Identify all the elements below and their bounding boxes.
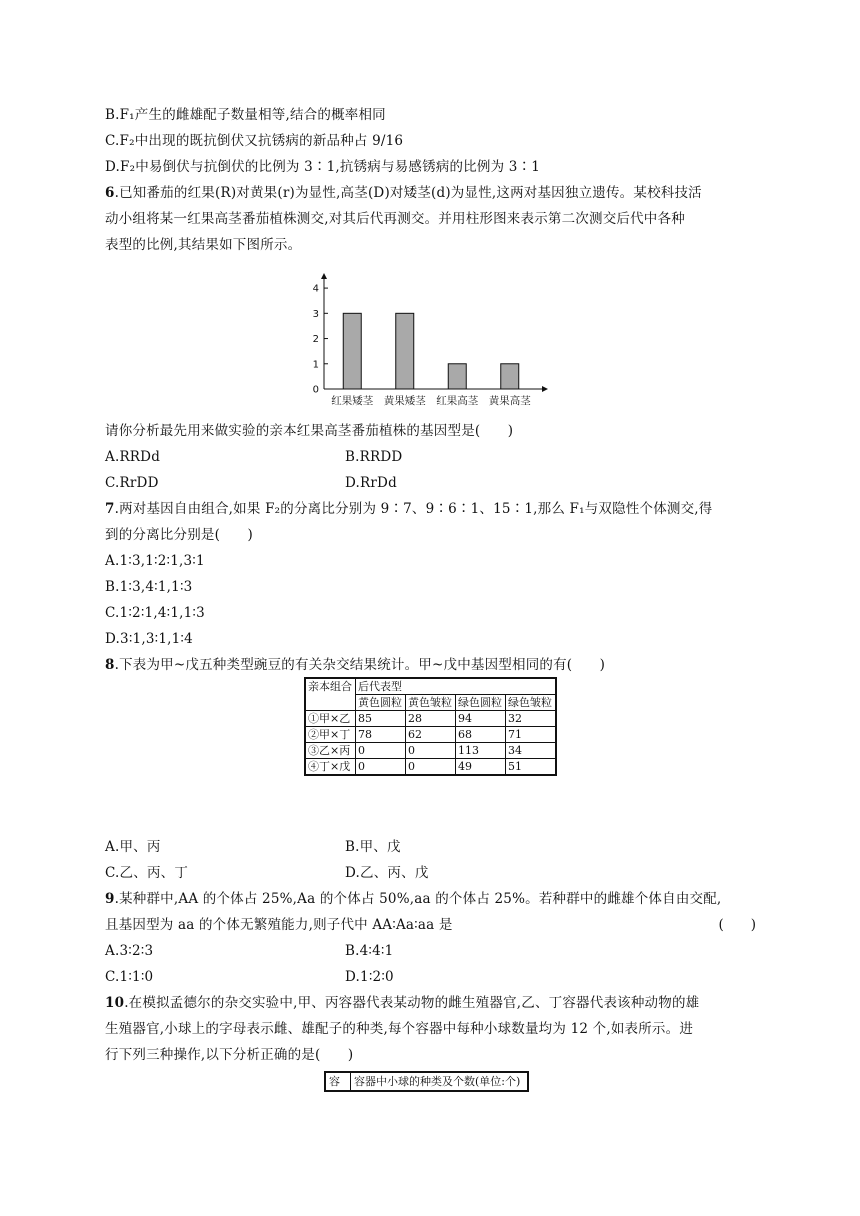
q8-cell: 51	[506, 759, 557, 776]
q6-options-row2	[105, 473, 397, 493]
q8-col-header: 绿色圆粒	[456, 695, 506, 711]
q9-options-row1	[105, 941, 394, 961]
q7-option-a: A.1∶3,1∶2∶1,3∶1	[105, 553, 205, 569]
q8-row-label: ④丁×戊	[305, 759, 356, 776]
q5-option-d: D.F₂中易倒伏与抗倒伏的比例为 3∶1,抗锈病与易感锈病的比例为 3∶1	[105, 159, 541, 175]
q8-option-b: B.甲、戊	[345, 839, 401, 855]
chart-bar	[396, 313, 414, 389]
q5-option-b: B.F₁产生的雌雄配子数量相等,结合的概率相同	[105, 107, 386, 123]
q9-option-a: A.3∶2∶3	[105, 943, 154, 959]
q10-number: 10	[105, 995, 125, 1011]
q8-cell: 85	[356, 711, 406, 727]
q8-cell: 78	[356, 727, 406, 743]
q10-stem-line1	[105, 993, 699, 1013]
q6-number: 6	[105, 185, 115, 201]
q8-cell: 68	[456, 727, 506, 743]
q8-line1: .下表为甲~戊五种类型豌豆的有关杂交结果统计。甲~戊中基因型相同的有( )	[114, 657, 606, 673]
chart-bar	[501, 364, 519, 389]
q9-option-d: D.1∶2∶0	[345, 969, 394, 985]
q10-stem-line3: 行下列三种操作,以下分析正确的是( )	[105, 1047, 354, 1063]
x-tick-label: 黄果矮茎	[383, 395, 426, 407]
q8-col-header: 黄色圆粒	[356, 695, 406, 711]
x-tick-label: 黄果高茎	[488, 395, 531, 407]
q9-answer-paren: ( )	[718, 917, 756, 933]
q9-number: 9	[105, 891, 115, 907]
q8-cell: 62	[406, 727, 456, 743]
q6-bar-chart	[300, 270, 560, 410]
q8-option-d: D.乙、丙、戊	[345, 865, 429, 881]
q6-option-b: B.RRDD	[345, 449, 403, 465]
q8-options-row2	[105, 863, 429, 883]
q7-option-b: B.1∶3,4∶1,1∶3	[105, 579, 193, 595]
chart-bar	[448, 364, 466, 389]
table-row	[305, 727, 556, 743]
q8-col-header: 黄色皱粒	[406, 695, 456, 711]
chart-bar	[343, 313, 361, 389]
q9-stem-line1	[105, 889, 721, 909]
y-tick-label: 4	[312, 283, 319, 295]
table-row	[305, 743, 556, 759]
y-tick-label: 1	[312, 359, 319, 371]
y-tick-label: 0	[312, 384, 319, 396]
q8-col-header: 绿色皱粒	[506, 695, 557, 711]
q7-stem-line1	[105, 499, 713, 519]
q8-cell: 49	[456, 759, 506, 776]
x-tick-label: 红果矮茎	[331, 395, 374, 407]
q10-table-col2: 容器中小球的种类及个数(单位:个)	[351, 1072, 529, 1091]
table-row	[305, 759, 556, 776]
q8-stem-line1	[105, 655, 605, 675]
q8-table-corner: 亲本组合	[305, 678, 356, 711]
q6-line1: .已知番茄的红果(R)对黄果(r)为显性,高茎(D)对矮茎(d)为显性,这两对基因独立遗传。某校科技活	[114, 185, 702, 201]
q8-row-label: ①甲×乙	[305, 711, 356, 727]
q9-options-row2	[105, 967, 394, 987]
q8-cell: 71	[506, 727, 557, 743]
q10-line1: .在模拟孟德尔的杂交实验中,甲、丙容器代表某动物的雌生殖器官,乙、丁容器代表该种动物的雄	[124, 995, 700, 1011]
q6-option-a: A.RRDd	[105, 449, 161, 465]
q8-row-label: ③乙×丙	[305, 743, 356, 759]
q8-cell: 94	[456, 711, 506, 727]
q6-stem-line2: 动小组将某一红果高茎番茄植株测交,对其后代再测交。并用柱形图来表示第二次测交后代中各种	[105, 211, 685, 227]
q8-cell: 34	[506, 743, 557, 759]
q5-option-c: C.F₂中出现的既抗倒伏又抗锈病的新品种占 9/16	[105, 133, 404, 149]
q9-option-b: B.4∶4∶1	[345, 943, 394, 959]
q6-option-d: D.RrDd	[345, 475, 397, 491]
q8-cell: 113	[456, 743, 506, 759]
q6-options-row1	[105, 447, 403, 467]
q8-cell: 0	[356, 743, 406, 759]
x-tick-label: 红果高茎	[436, 395, 479, 407]
q8-cell: 28	[406, 711, 456, 727]
y-tick-label: 3	[312, 308, 319, 320]
q8-number: 8	[105, 657, 115, 673]
q8-cell: 0	[406, 743, 456, 759]
q7-option-d: D.3∶1,3∶1,1∶4	[105, 631, 193, 647]
y-axis-arrow	[321, 273, 327, 279]
q8-table-group-header: 后代表型	[356, 678, 557, 695]
q8-options-row1	[105, 837, 401, 857]
q7-stem-line2: 到的分离比分别是( )	[105, 527, 253, 543]
q7-number: 7	[105, 501, 115, 517]
q10-stem-line2: 生殖器官,小球上的字母表示雌、雄配子的种类,每个容器中每种小球数量均为 12 个,如表所示。进	[105, 1021, 694, 1037]
q7-option-c: C.1∶2∶1,4∶1,1∶3	[105, 605, 205, 621]
q8-cross-table	[304, 677, 557, 776]
table-row	[305, 711, 556, 727]
q7-line1: .两对基因自由组合,如果 F₂的分离比分别为 9∶7、9∶6∶1、15∶1,那么 F₁与双隐性个体测交,得	[114, 501, 713, 517]
q8-cell: 0	[406, 759, 456, 776]
q9-option-c: C.1∶1∶0	[105, 969, 154, 985]
q10-container-table	[324, 1071, 529, 1092]
q6-stem-line3: 表型的比例,其结果如下图所示。	[105, 237, 302, 253]
q8-cell: 0	[356, 759, 406, 776]
q8-option-a: A.甲、丙	[105, 839, 161, 855]
q6-stem-line1	[105, 183, 702, 203]
q8-option-c: C.乙、丙、丁	[105, 865, 189, 881]
chart-bars	[343, 313, 519, 389]
q8-row-label: ②甲×丁	[305, 727, 356, 743]
q9-stem-line2: 且基因型为 aa 的个体无繁殖能力,则子代中 AA∶Aa∶aa 是	[105, 917, 453, 933]
q10-table-col1: 容	[325, 1072, 351, 1091]
q9-line1: .某种群中,AA 的个体占 25%,Aa 的个体占 50%,aa 的个体占 25%。若种群中的雌雄个体自由交配,	[114, 891, 722, 907]
x-axis-arrow	[542, 386, 548, 392]
y-tick-label: 2	[312, 334, 319, 346]
q6-option-c: C.RrDD	[105, 475, 159, 491]
q8-cell: 32	[506, 711, 557, 727]
q6-question: 请你分析最先用来做实验的亲本红果高茎番茄植株的基因型是( )	[105, 423, 514, 439]
